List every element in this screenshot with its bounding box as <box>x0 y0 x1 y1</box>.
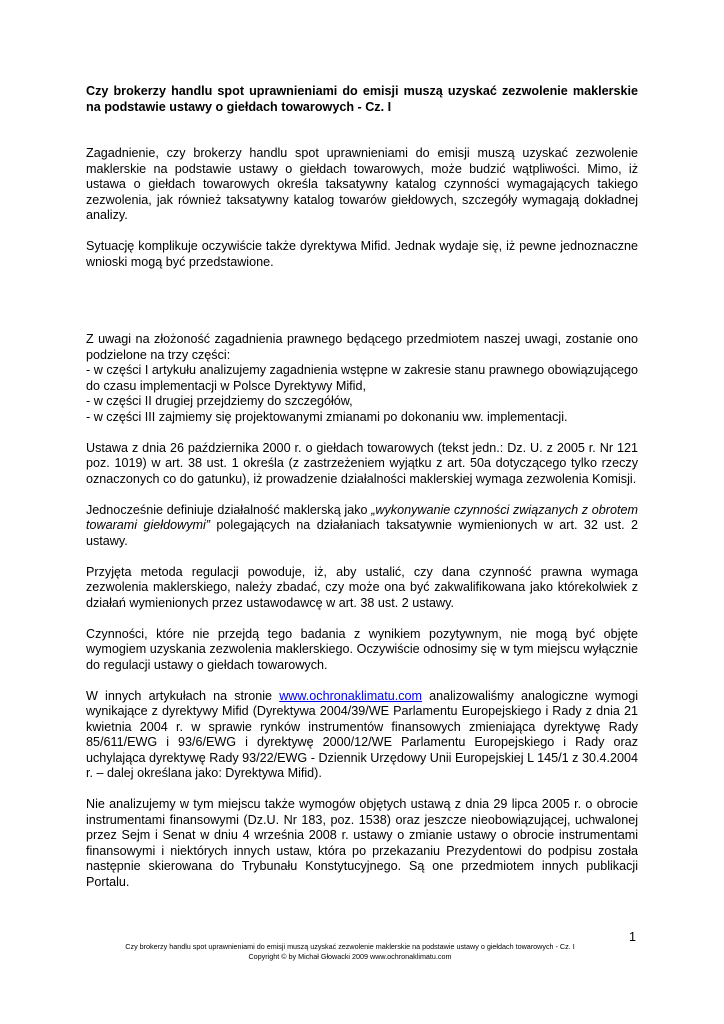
footer-title: Czy brokerzy handlu spot uprawnieniami do emisji muszą uzyskać zezwolenie maklerskie na podstawie ustawy o giełdach towarowych - Cz. I <box>125 942 575 951</box>
paragraph-5-text-a: Jednocześnie definiuje działalność maklerską jako <box>86 502 372 517</box>
website-link[interactable]: www.ochronaklimatu.com <box>279 688 422 703</box>
paragraph-2: Sytuację komplikuje oczywiście także dyrektywa Mifid. Jednak wydaje się, iż pewne jednoznaczne wnioski mogą być przedstawione. <box>86 239 638 269</box>
list-item-part-3: - w części III zajmiemy się projektowanymi zmianami po dokonaniu ww. implementacji. <box>86 409 568 424</box>
document-title: Czy brokerzy handlu spot uprawnieniami do emisji muszą uzyskać zezwolenie maklerskie na podstawie ustawy o giełdach towarowych - Cz. I <box>86 84 638 114</box>
page-footer <box>60 942 640 962</box>
list-item-part-2: - w części II drugiej przejdziemy do szczegółów, <box>86 394 353 408</box>
paragraph-8 <box>86 689 638 782</box>
paragraph-4: Ustawa z dnia 26 października 2000 r. o giełdach towarowych (tekst jedn.: Dz. U. z 2005 r. Nr 121 poz. 1019) w art. 38 ust. 1 określa (z zastrzeżeniem wyjątku z art. 50a dotyczącego tylko rzeczy oznaczonych co do gatunku), iż prowadzenie działalności maklerskiej wymaga zezwolenia Komisji. <box>86 440 638 486</box>
paragraph-8-text-a: W innych artykułach na stronie <box>86 688 280 703</box>
paragraph-5 <box>86 503 638 550</box>
paragraph-6: Przyjęta metoda regulacji powoduje, iż, aby ustalić, czy dana czynność prawna wymaga zezwolenia maklerskiego, należy zbadać, czy może ona być zakwalifikowana jako którekolwiek z działań wymienionych przez ustawodawcę w art. 38 ust. 2 ustawy. <box>86 564 638 610</box>
paragraph-9: Nie analizujemy w tym miejscu także wymogów objętych ustawą z dnia 29 lipca 2005 r. o obrocie instrumentami finansowymi (Dz.U. Nr 183, poz. 1538) oraz jeszcze nieobowiązującej, uchwalonej przez Sejm i Senat w dniu 4 września 2008 r. ustawy o zmianie ustawy o obrocie instrumentami finansowymi i niektórych innych ustaw, która po przekazaniu Prezydentowi do podpisu została następnie skierowana do Trybunału Konstytucyjnego. Są one przedmiotem innych publikacji Portalu. <box>86 797 638 889</box>
paragraph-5-quote: „wykonywanie czynności związanych z obrotem towarami giełdowymi” <box>86 502 638 532</box>
paragraph-1: Zagadnienie, czy brokerzy handlu spot uprawnieniami do emisji muszą uzyskać zezwolenie maklerskie na podstawie ustawy o giełdach towarowych, może budzić wątpliwości. Mimo, iż ustawa o giełdach towarowych określa taksatywny katalog czynności wymagających takiego zezwolenia, jak również taksatywny katalog towarów giełdowych, szczegóły wymagają dokładnej analizy. <box>86 146 638 222</box>
footer-copyright: Copyright © by Michał Głowacki 2009 www.ochronaklimatu.com <box>248 952 452 961</box>
document-body <box>86 84 638 890</box>
list-item-part-1: - w części I artykułu analizujemy zagadnienia wstępne w zakresie stanu prawnego obowiązującego do czasu implementacji w Polsce Dyrektywy Mifid, <box>86 363 638 393</box>
paragraph-8-text-b: analizowaliśmy analogiczne wymogi wynikające z dyrektywy Mifid (Dyrektywa 2004/39/WE Parlamentu Europejskiego i Rady z dnia 21 kwietnia 2004 r. w sprawie rynków instrumentów finansowych zmieniająca dyrektywę Rady 85/611/EWG i 93/6/EWG i dyrektywę 2000/12/WE Parlamentu Europejskiego i Rady oraz uchylająca dyrektywę Rady 93/22/EWG - Dziennik Urzędowy Unii Europejskiej L 145/1 z 30.4.2004 r. – dalej określana jako: Dyrektywa Mifid). <box>86 688 638 780</box>
paragraph-7: Czynności, które nie przejdą tego badania z wynikiem pozytywnym, nie mogą być objęte wymogiem uzyskania zezwolenia maklerskiego. Oczywiście odnosimy się w tym miejscu wyłącznie do regulacji ustawy o giełdach towarowych. <box>86 626 638 672</box>
paragraph-3-intro: Z uwagi na złożoność zagadnienia prawnego będącego przedmiotem naszej uwagi, zostanie ono podzielone na trzy części: <box>86 332 638 362</box>
page-number: 1 <box>628 930 636 944</box>
paragraph-5-text-b: polegających na działaniach taksatywnie wymienionych w art. 32 ust. 2 ustawy. <box>86 518 639 548</box>
